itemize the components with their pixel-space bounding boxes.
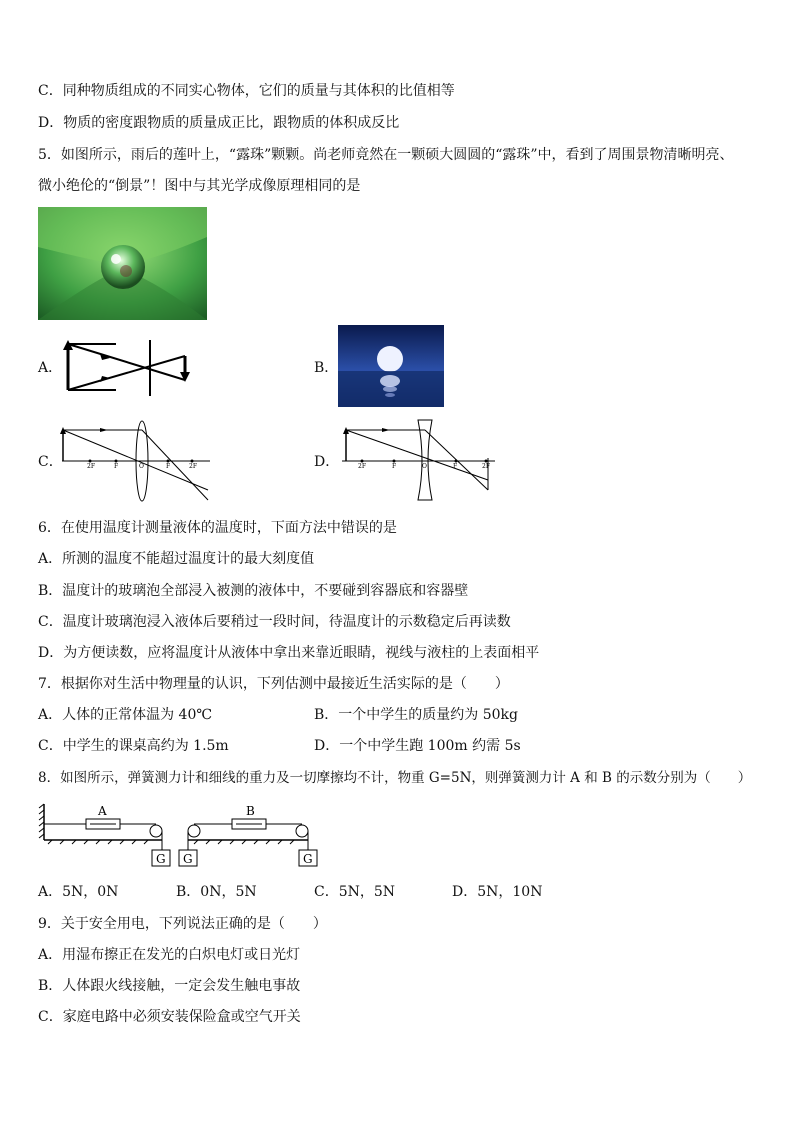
convex-lens-diagram	[60, 418, 215, 503]
q7-option-c: C．中学生的课桌高约为 1.5m	[38, 738, 229, 754]
q6-stem: 6．在使用温度计测量液体的温度时，下面方法中错误的是	[38, 520, 397, 536]
q8-option-b: B．0N，5N	[176, 884, 257, 900]
q8-option-c: C．5N，5N	[314, 884, 396, 900]
axis-d-label: O	[422, 463, 427, 470]
q8-option-d: D．5N，10N	[452, 884, 543, 900]
q4-option-d: D．物质的密度跟物质的质量成正比，跟物质的体积成反比	[38, 115, 400, 131]
q6-option-c: C．温度计玻璃泡浸入液体后要稍过一段时间，待温度计的示数稳定后再读数	[38, 614, 511, 630]
dewdrop-photo	[38, 207, 207, 320]
q9-option-b: B．人体跟火线接触，一定会发生触电事故	[38, 978, 301, 994]
axis-c-label: 2F	[189, 463, 197, 470]
q8-option-a: A．5N，0N	[38, 884, 119, 900]
axis-d-label: F	[453, 463, 458, 470]
weight-label: G	[183, 852, 193, 866]
q9-option-c: C．家庭电路中必须安装保险盒或空气开关	[38, 1009, 301, 1025]
q9-option-a: A．用湿布擦正在发光的白炽电灯或日光灯	[38, 947, 301, 963]
weight-label: G	[303, 852, 313, 866]
axis-d-label: F	[392, 463, 397, 470]
q7-option-d: D．一个中学生跑 100m 约需 5s	[314, 738, 521, 754]
q5-stem-line2: 微小绝伦的“倒景”！图中与其光学成像原理相同的是	[38, 178, 361, 194]
axis-c-label: F	[114, 463, 119, 470]
q5-option-c-label: C．	[38, 454, 63, 470]
spring-scale-diagram	[38, 800, 328, 872]
q4-option-c: C．同种物质组成的不同实心物体，它们的质量与其体积的比值相等	[38, 83, 455, 99]
moon-reflection-photo	[338, 325, 444, 407]
concave-lens-diagram	[340, 418, 500, 503]
axis-d-label: 2F	[358, 463, 366, 470]
q7-option-a: A．人体的正常体温为 40℃	[38, 707, 213, 723]
q6-option-d: D．为方便读数，应将温度计从液体中拿出来靠近眼睛，视线与液柱的上表面相平	[38, 645, 540, 661]
q5-stem-line1: 5．如图所示，雨后的莲叶上，“露珠”颗颗。尚老师竟然在一颗硕大圆圆的“露珠”中，看到了周围景物清晰明亮、	[38, 147, 734, 163]
axis-c-label: O	[139, 463, 144, 470]
q5-option-b-label: B．	[314, 360, 339, 376]
scale-b-label: B	[246, 804, 255, 818]
q6-option-b: B．温度计的玻璃泡全部浸入被测的液体中，不要碰到容器底和容器壁	[38, 583, 469, 599]
q7-stem: 7．根据你对生活中物理量的认识，下列估测中最接近生活实际的是（ ）	[38, 676, 509, 692]
axis-c-label: 2F	[87, 463, 95, 470]
q7-option-b: B．一个中学生的质量约为 50kg	[314, 707, 518, 723]
axis-c-label: F	[166, 463, 171, 470]
q5-option-a-label: A．	[38, 360, 63, 376]
q6-option-a: A．所测的温度不能超过温度计的最大刻度值	[38, 551, 315, 567]
pinhole-diagram	[60, 338, 195, 398]
weight-label: G	[156, 852, 166, 866]
q5-option-d-label: D．	[314, 454, 340, 470]
q8-stem: 8．如图所示，弹簧测力计和细线的重力及一切摩擦均不计，物重 G=5N，则弹簧测力计 A 和 B 的示数分别为（ ）	[38, 770, 752, 786]
scale-a-label: A	[98, 804, 107, 818]
axis-d-label: 2F	[482, 463, 490, 470]
q9-stem: 9．关于安全用电，下列说法正确的是（ ）	[38, 916, 327, 932]
